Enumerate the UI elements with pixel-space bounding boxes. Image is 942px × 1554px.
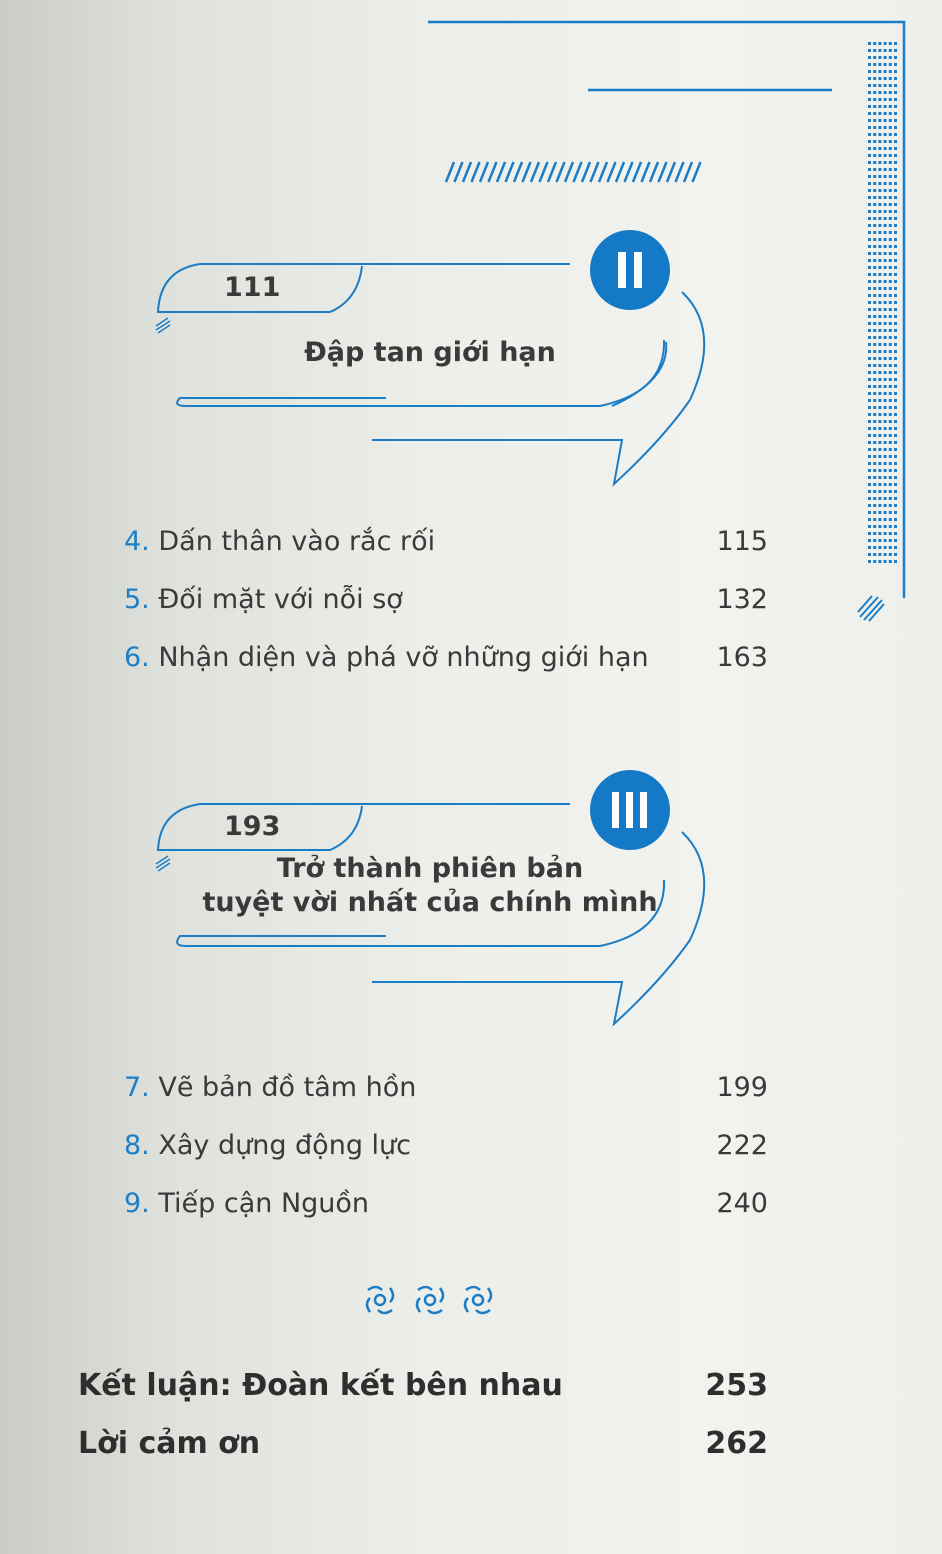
chapter-number: 8. <box>124 1130 150 1161</box>
toc-entry-bold[interactable] <box>78 1426 768 1470</box>
chapter-page: 163 <box>716 642 768 673</box>
toc-entry-bold[interactable] <box>78 1368 768 1412</box>
roman-numeral-icon <box>590 770 670 850</box>
part-title-line: Đập tan giới hạn <box>304 337 556 368</box>
chapter-page: 132 <box>716 584 768 615</box>
chapter-title: Dấn thân vào rắc rối <box>158 526 436 557</box>
back-matter-page: 262 <box>705 1426 768 1461</box>
toc-entry[interactable] <box>124 642 768 682</box>
part-title-line: Trở thành phiên bản <box>276 853 584 884</box>
toc-entry[interactable] <box>124 526 768 566</box>
chapter-number: 5. <box>124 584 150 615</box>
flower-swirl-icon <box>360 1282 500 1318</box>
part-title <box>220 336 640 370</box>
part-badge <box>590 770 670 850</box>
chapter-number: 9. <box>124 1188 150 1219</box>
chapter-title: Đối mặt với nỗi sợ <box>158 584 403 615</box>
chapter-number: 6. <box>124 642 150 673</box>
toc-entry[interactable] <box>124 1130 768 1170</box>
part-page-number: 193 <box>224 811 281 842</box>
back-matter-page: 253 <box>705 1368 768 1403</box>
chapter-page: 240 <box>716 1188 768 1219</box>
toc-entry[interactable] <box>124 584 768 624</box>
chapter-title: Nhận diện và phá vỡ những giới hạn <box>158 642 649 673</box>
chapter-page: 199 <box>716 1072 768 1103</box>
part-title <box>190 852 670 920</box>
chapter-title: Vẽ bản đồ tâm hồn <box>158 1072 417 1103</box>
back-matter-title: Kết luận: Đoàn kết bên nhau <box>78 1368 563 1403</box>
part-badge <box>590 230 670 310</box>
toc-entry[interactable] <box>124 1188 768 1228</box>
back-matter-title: Lời cảm ơn <box>78 1426 261 1461</box>
roman-numeral-icon <box>590 230 670 310</box>
toc-entry[interactable] <box>124 1072 768 1112</box>
chapter-number: 7. <box>124 1072 150 1103</box>
part-page-number: 111 <box>224 272 281 303</box>
part-title-line: tuyệt vời nhất của chính mình <box>202 887 658 918</box>
chapter-title: Xây dựng động lực <box>158 1130 411 1161</box>
chapter-page: 222 <box>716 1130 768 1161</box>
chapter-page: 115 <box>716 526 768 557</box>
chapter-title: Tiếp cận Nguồn <box>158 1188 370 1219</box>
chapter-number: 4. <box>124 526 150 557</box>
